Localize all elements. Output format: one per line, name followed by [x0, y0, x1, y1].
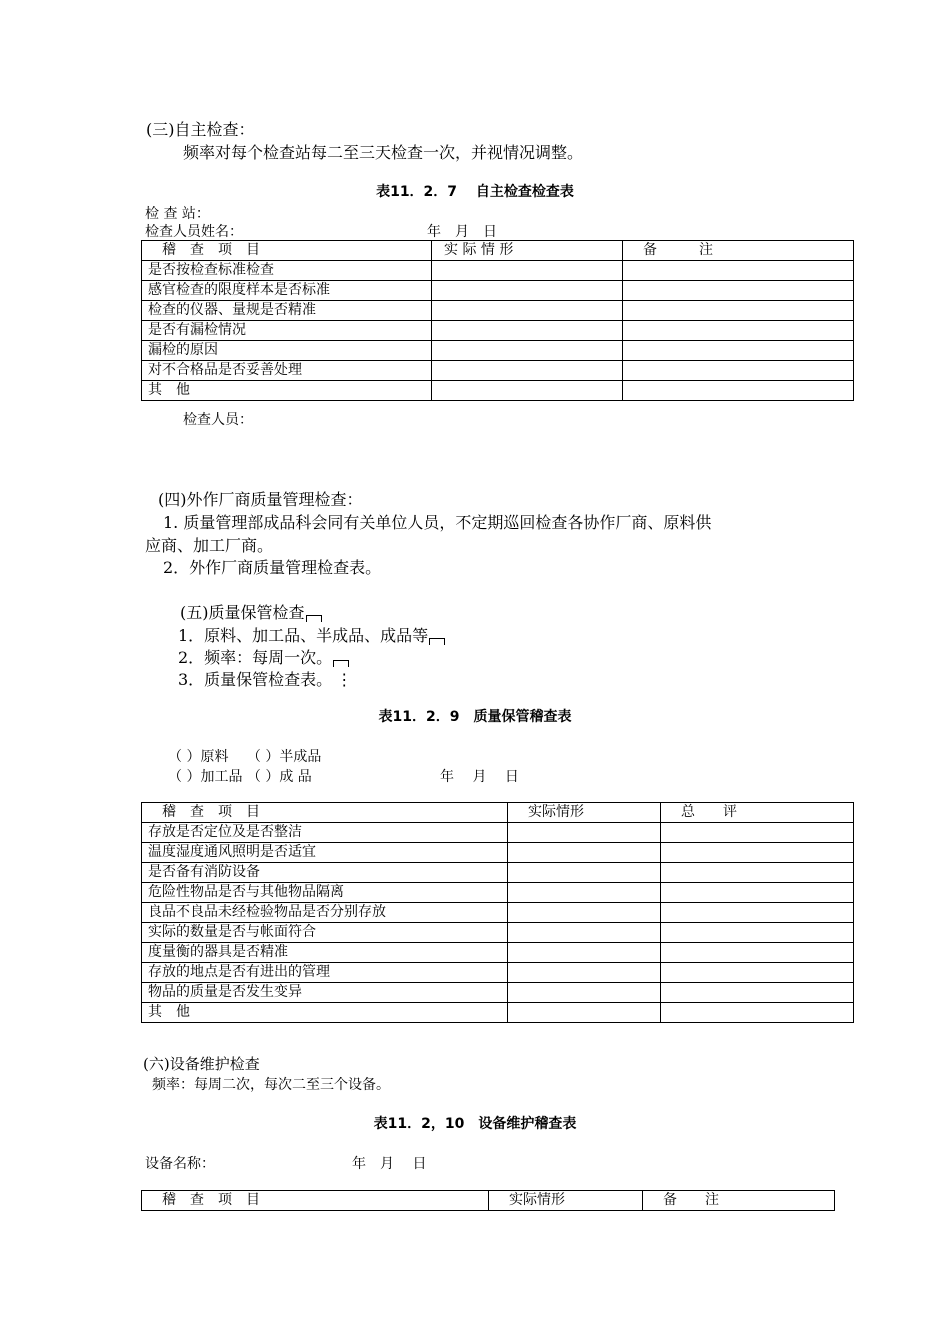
row-item: 是否按检查标准检查: [142, 261, 432, 281]
actual-cell[interactable]: [432, 341, 623, 361]
table-row: [142, 361, 854, 381]
equipment-maintenance-table: [141, 1190, 835, 1211]
table-row: [142, 883, 854, 903]
section3-title: (三)自主检查：: [146, 120, 255, 139]
table-row: [142, 281, 854, 301]
table-row: [142, 321, 854, 341]
evaluation-cell[interactable]: [661, 883, 854, 903]
header-remarks: 备 注: [623, 241, 854, 261]
table-header-row: [142, 1191, 835, 1211]
actual-cell[interactable]: [508, 883, 661, 903]
actual-cell[interactable]: [432, 261, 623, 281]
row-item: 实际的数量是否与帐面符合: [142, 923, 508, 943]
table-row: [142, 823, 854, 843]
evaluation-cell[interactable]: [661, 983, 854, 1003]
evaluation-cell[interactable]: [661, 843, 854, 863]
row-item: 存放的地点是否有进出的管理: [142, 963, 508, 983]
evaluation-cell[interactable]: [661, 823, 854, 843]
table7-caption: 表11．2．7 自主检查检查表: [376, 184, 574, 200]
table9-options-line2[interactable]: （ ）加工品 （ ）成 品: [168, 769, 312, 785]
table-row: [142, 983, 854, 1003]
header-remarks: 备 注: [643, 1191, 835, 1211]
table10-date-label: 年 月 日: [352, 1156, 427, 1172]
table-header-row: [142, 803, 854, 823]
actual-cell[interactable]: [508, 983, 661, 1003]
table7-station-label: 检 查 站：: [145, 206, 210, 222]
paragraph-mark-icon: [333, 660, 349, 667]
row-item: 温度湿度通风照明是否适宜: [142, 843, 508, 863]
actual-cell[interactable]: [432, 361, 623, 381]
actual-cell[interactable]: [508, 823, 661, 843]
table9-caption: 表11．2．9 质量保管稽查表: [378, 709, 572, 725]
actual-cell[interactable]: [508, 903, 661, 923]
actual-cell[interactable]: [432, 321, 623, 341]
section4-item2: 2．外作厂商质量管理检查表。: [163, 558, 382, 577]
table9-options-line1[interactable]: （ ）原料 （ ）半成品: [168, 749, 322, 765]
actual-cell[interactable]: [508, 943, 661, 963]
section5-item1-line: [178, 623, 445, 646]
table7-date-label: 年 月 日: [427, 224, 497, 240]
table7-footer: 检查人员：: [183, 412, 253, 428]
section5-title: (五)质量保管检查: [180, 603, 305, 622]
table-row: [142, 381, 854, 401]
header-inspection-item: 稽 查 项 目: [142, 241, 432, 261]
row-item: 检查的仪器、量规是否精准: [142, 301, 432, 321]
evaluation-cell[interactable]: [661, 963, 854, 983]
section6-title: (六)设备维护检查: [143, 1055, 260, 1073]
header-inspection-item: 稽 查 项 目: [142, 803, 508, 823]
table10-equipment-label: 设备名称：: [145, 1156, 215, 1172]
header-actual-situation: 实际情形: [489, 1191, 643, 1211]
remarks-cell[interactable]: [623, 261, 854, 281]
evaluation-cell[interactable]: [661, 863, 854, 883]
row-item: 对不合格品是否妥善处理: [142, 361, 432, 381]
section4-title: (四)外作厂商质量管理检查：: [158, 490, 363, 509]
table-row: [142, 863, 854, 883]
self-inspection-table: [141, 240, 854, 401]
row-item: 是否备有消防设备: [142, 863, 508, 883]
evaluation-cell[interactable]: [661, 943, 854, 963]
row-item: 感官检查的限度样本是否标准: [142, 281, 432, 301]
actual-cell[interactable]: [432, 281, 623, 301]
actual-cell[interactable]: [508, 1003, 661, 1023]
section4-item1-line1: 1. 质量管理部成品科会同有关单位人员，不定期巡回检查各协作厂商、原料供: [163, 513, 712, 532]
section5-title-line: [180, 600, 322, 623]
remarks-cell[interactable]: [623, 341, 854, 361]
remarks-cell[interactable]: [623, 361, 854, 381]
dots-icon: ⋮: [336, 670, 353, 689]
row-item: 是否有漏检情况: [142, 321, 432, 341]
table-row: [142, 341, 854, 361]
table10-caption: 表11．2，10 设备维护稽查表: [373, 1116, 577, 1132]
table-row: [142, 963, 854, 983]
table-header-row: [142, 241, 854, 261]
row-item: 危险性物品是否与其他物品隔离: [142, 883, 508, 903]
remarks-cell[interactable]: [623, 301, 854, 321]
table9-date-label: 年 月 日: [440, 769, 519, 785]
actual-cell[interactable]: [508, 923, 661, 943]
table-row: [142, 843, 854, 863]
section5-item2-line: [178, 645, 349, 668]
row-item: 物品的质量是否发生变异: [142, 983, 508, 1003]
row-item: 漏检的原因: [142, 341, 432, 361]
paragraph-mark-icon: [429, 638, 445, 645]
evaluation-cell[interactable]: [661, 923, 854, 943]
paragraph-mark-icon: [306, 615, 322, 622]
section3-frequency: 频率对每个检查站每二至三天检查一次，并视情况调整。: [183, 143, 584, 162]
actual-cell[interactable]: [432, 301, 623, 321]
header-actual-situation: 实 际 情 形: [432, 241, 623, 261]
section4-item1-line2: 应商、加工厂商。: [145, 536, 274, 555]
table-row: [142, 943, 854, 963]
row-item: 其 他: [142, 381, 432, 401]
header-inspection-item: 稽 查 项 目: [142, 1191, 489, 1211]
remarks-cell[interactable]: [623, 321, 854, 341]
actual-cell[interactable]: [508, 863, 661, 883]
table-row: [142, 903, 854, 923]
actual-cell[interactable]: [508, 843, 661, 863]
row-item: 良品不良品未经检验物品是否分别存放: [142, 903, 508, 923]
section5-item3-line: [178, 667, 352, 690]
table-row: [142, 261, 854, 281]
section5-item3: 3．质量保管检查表。: [178, 670, 333, 689]
header-overall-evaluation: 总 评: [661, 803, 854, 823]
actual-cell[interactable]: [508, 963, 661, 983]
table7-inspector-name-label: 检查人员姓名：: [145, 224, 243, 240]
header-actual-situation: 实际情形: [508, 803, 661, 823]
row-item: 度量衡的器具是否精准: [142, 943, 508, 963]
actual-cell[interactable]: [432, 381, 623, 401]
table-row: [142, 923, 854, 943]
remarks-cell[interactable]: [623, 381, 854, 401]
evaluation-cell[interactable]: [661, 1003, 854, 1023]
row-item: 存放是否定位及是否整洁: [142, 823, 508, 843]
section6-frequency: 频率：每周二次，每次二至三个设备。: [152, 1077, 390, 1093]
remarks-cell[interactable]: [623, 281, 854, 301]
section5-item2: 2．频率：每周一次。: [178, 648, 333, 667]
quality-storage-table: [141, 802, 854, 1023]
row-item: 其 他: [142, 1003, 508, 1023]
evaluation-cell[interactable]: [661, 903, 854, 923]
section5-item1: 1．原料、加工品、半成品、成品等: [178, 626, 429, 645]
table-row: [142, 1003, 854, 1023]
table-row: [142, 301, 854, 321]
